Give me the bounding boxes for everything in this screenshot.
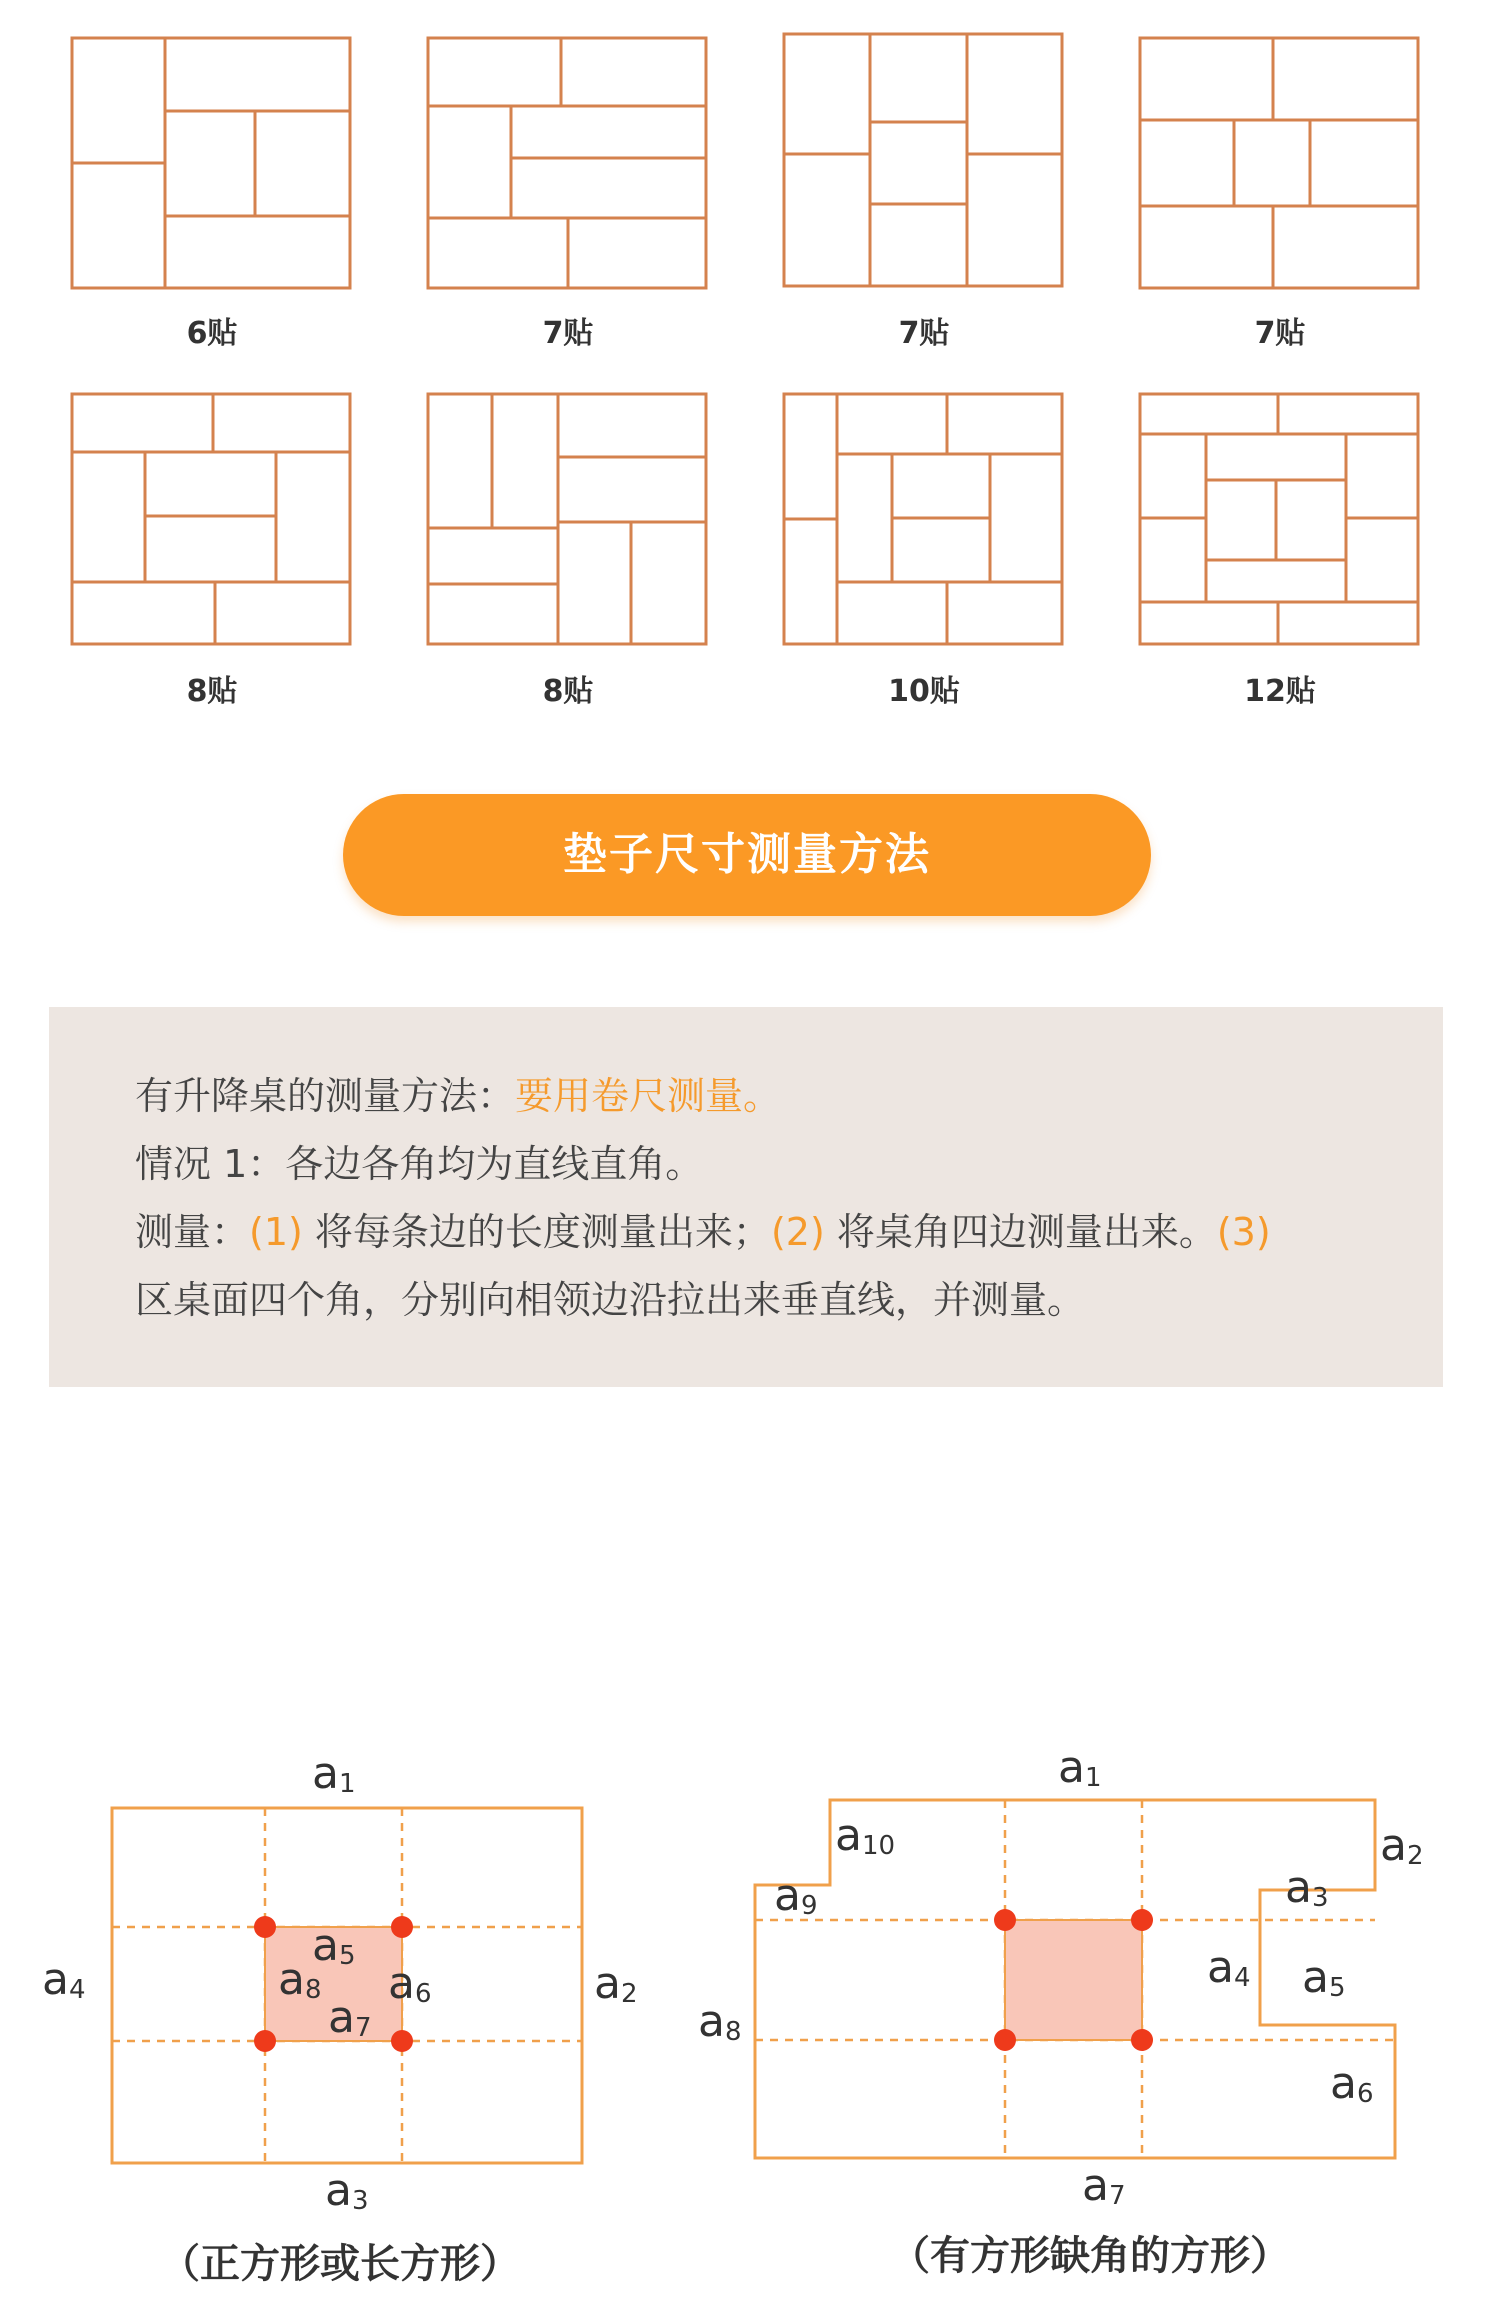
label-a7: a7 — [328, 1992, 372, 2043]
right-diagram-caption: （有方形缺角的方形） — [890, 2233, 1290, 2279]
corner-dot — [254, 2030, 276, 2052]
layout-caption: 8贴 — [542, 674, 594, 709]
label-a1: a1 — [1058, 1742, 1102, 1793]
corner-dot — [391, 2030, 413, 2052]
note-line-2: 情况 1：各边各角均为直线直角。 — [135, 1142, 704, 1186]
layout-8-tiles-a — [70, 392, 354, 648]
corner-dot — [1131, 1909, 1153, 1931]
layout-8-tiles-b — [426, 392, 710, 648]
layout-10-tiles — [782, 392, 1066, 648]
layout-7-tiles-a — [426, 36, 710, 292]
left-diagram-caption: （正方形或长方形） — [160, 2241, 520, 2287]
label-a1: a1 — [312, 1748, 356, 1799]
layout-12-tiles — [1138, 392, 1422, 648]
layout-caption: 12贴 — [1244, 674, 1316, 709]
label-a8: a8 — [698, 1996, 742, 2047]
corner-dot — [994, 2029, 1016, 2051]
label-a6: a6 — [1330, 2058, 1374, 2109]
layout-caption: 7贴 — [898, 316, 950, 351]
corner-dot — [1131, 2029, 1153, 2051]
label-a9: a9 — [774, 1870, 818, 1921]
label-a4: a4 — [42, 1954, 86, 2005]
label-a10: a10 — [835, 1810, 896, 1861]
note-line-1: 有升降桌的测量方法：要用卷尺测量。 — [135, 1074, 782, 1118]
note-line-4: 区桌面四个角，分别向相领边沿拉出来垂直线，并测量。 — [135, 1278, 1086, 1322]
label-a4: a4 — [1207, 1942, 1251, 1993]
measurement-note — [49, 1007, 1443, 1387]
label-a5: a5 — [1302, 1952, 1346, 2003]
corner-dot — [391, 1916, 413, 1938]
layout-caption: 8贴 — [186, 674, 238, 709]
rectangle-diagram — [30, 1730, 690, 2216]
measurement-method-button[interactable]: 垫子尺寸测量方法 — [343, 794, 1151, 916]
layout-7-tiles-b — [782, 32, 1066, 292]
label-a2: a2 — [594, 1958, 638, 2009]
layout-caption: 6贴 — [186, 316, 238, 351]
note-line-3: 测量：(1) 将每条边的长度测量出来；(2) 将桌角四边测量出来。(3) — [135, 1210, 1271, 1254]
layout-caption: 10贴 — [888, 674, 960, 709]
label-a5: a5 — [312, 1920, 356, 1971]
label-a3: a3 — [325, 2165, 369, 2216]
notched-rectangle-diagram — [690, 1730, 1470, 2211]
layout-7-tiles-c — [1138, 36, 1422, 292]
layout-caption: 7贴 — [542, 316, 594, 351]
label-a2: a2 — [1380, 1820, 1424, 1871]
label-a8: a8 — [278, 1954, 322, 2005]
corner-dot — [994, 1909, 1016, 1931]
corner-dot — [254, 1916, 276, 1938]
layout-caption: 7贴 — [1254, 316, 1306, 351]
label-a6: a6 — [388, 1958, 432, 2009]
label-a3: a3 — [1285, 1862, 1329, 1913]
label-a7: a7 — [1082, 2160, 1126, 2211]
layout-6-tiles — [70, 36, 354, 292]
